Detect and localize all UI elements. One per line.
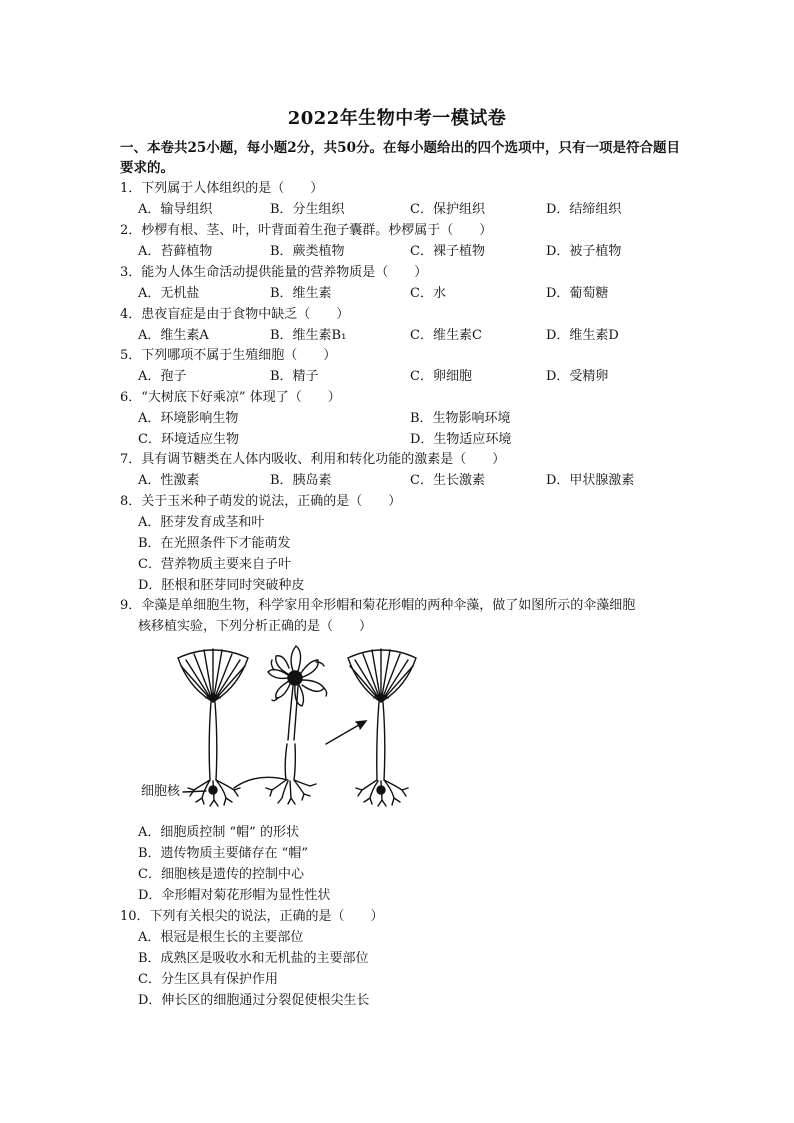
question-9: 9．伞藻是单细胞生物，科学家用伞形帽和菊花形帽的两种伞藻，做了如图所示的伞藻细胞 <box>120 598 636 613</box>
option-1c: C．保护组织 <box>410 202 485 217</box>
question-4: 4．患夜盲症是由于食物中缺乏（ ） <box>120 307 350 322</box>
option-1a: A．输导组织 <box>138 202 213 217</box>
option-6b: B．生物影响环境 <box>410 411 511 426</box>
options-2 <box>138 242 698 262</box>
option-8a: A．胚芽发育成茎和叶 <box>138 515 265 530</box>
options-6b <box>138 430 698 450</box>
option-7b: B．胰岛素 <box>270 473 332 488</box>
options-3 <box>138 284 698 304</box>
option-2a: A．苔藓植物 <box>138 244 213 259</box>
option-7a: A．性激素 <box>138 473 200 488</box>
option-5c: C．卵细胞 <box>410 369 472 384</box>
question-7: 7．具有调节糖类在人体内吸收、利用和转化功能的激素是（ ） <box>120 452 506 467</box>
option-1d: D．结缔组织 <box>546 202 622 217</box>
options-7 <box>138 471 698 491</box>
option-5a: A．孢子 <box>138 369 187 384</box>
option-7d: D．甲状腺激素 <box>546 473 635 488</box>
option-3c: C．水 <box>410 286 446 301</box>
option-10a: A．根冠是根生长的主要部位 <box>138 930 304 945</box>
question-3: 3．能为人体生命活动提供能量的营养物质是（ ） <box>120 265 428 280</box>
umbrella-cap-left <box>178 649 248 702</box>
nucleus-right <box>377 786 385 794</box>
option-3b: B．维生素 <box>270 286 332 301</box>
option-1b: B．分生组织 <box>270 202 345 217</box>
page-title: 2022年生物中考一模试卷 <box>287 108 507 129</box>
option-6c: C．环境适应生物 <box>138 432 239 447</box>
option-6a: A．环境影响生物 <box>138 411 239 426</box>
option-8b: B．在光照条件下才能萌发 <box>138 536 291 551</box>
question-10: 10．下列有关根尖的说法，正确的是（ ） <box>120 909 384 924</box>
question-6: 6．“大树底下好乘凉” 体现了（ ） <box>120 390 341 405</box>
option-9c: C．细胞核是遗传的控制中心 <box>138 867 304 882</box>
option-4d: D．维生素D <box>546 328 619 343</box>
option-10c: C．分生区具有保护作用 <box>138 972 278 987</box>
question-9-cont: 核移植实验，下列分析正确的是（ ） <box>138 619 373 634</box>
option-3a: A．无机盐 <box>138 286 200 301</box>
option-5b: B．精子 <box>270 369 319 384</box>
question-2: 2．杪椤有根、茎、叶，叶背面着生孢子囊群。杪椤属于（ ） <box>120 223 493 238</box>
options-4 <box>138 326 698 346</box>
options-5 <box>138 367 698 387</box>
options-1 <box>138 200 698 220</box>
question-8: 8．关于玉米种子萌发的说法，正确的是（ ） <box>120 494 402 509</box>
question-5: 5．下列哪项不属于生殖细胞（ ） <box>120 348 337 363</box>
umbrella-cap-right <box>348 649 416 702</box>
option-9b: B．遗传物质主要储存在 “帽” <box>138 846 308 861</box>
option-2c: C．裸子植物 <box>410 244 485 259</box>
option-2b: B．蕨类植物 <box>270 244 345 259</box>
acetabularia-figure <box>138 640 428 820</box>
nucleus-label: 细胞核 <box>141 784 181 799</box>
option-9a: A．细胞质控制 “帽” 的形状 <box>138 825 299 840</box>
question-1: 1．下列属于人体组织的是（ ） <box>120 181 324 196</box>
option-5d: D．受精卵 <box>546 369 609 384</box>
rhizoid-middle <box>266 780 316 804</box>
option-4c: C．维生素C <box>410 328 482 343</box>
section-instructions: 一、本卷共25小题，每小题2分，共50分。在每小题给出的四个选项中，只有一项是符合题目要求的。 <box>120 140 680 176</box>
option-2d: D．被子植物 <box>546 244 622 259</box>
option-3d: D．葡萄糖 <box>546 286 609 301</box>
option-10d: D．伸长区的细胞通过分裂促使根尖生长 <box>138 993 370 1008</box>
options-6a <box>138 409 698 429</box>
option-4b: B．维生素B₁ <box>270 328 347 343</box>
option-4a: A．维生素A <box>138 328 209 343</box>
option-6d: D．生物适应环境 <box>410 432 512 447</box>
option-10b: B．成熟区是吸收水和无机盐的主要部位 <box>138 951 369 966</box>
option-8d: D．胚根和胚芽同时突破种皮 <box>138 578 305 593</box>
option-7c: C．生长激素 <box>410 473 485 488</box>
option-8c: C．营养物质主要来自子叶 <box>138 557 291 572</box>
option-9d: D．伞形帽对菊花形帽为显性性状 <box>138 888 331 903</box>
nucleus-left <box>209 786 217 794</box>
